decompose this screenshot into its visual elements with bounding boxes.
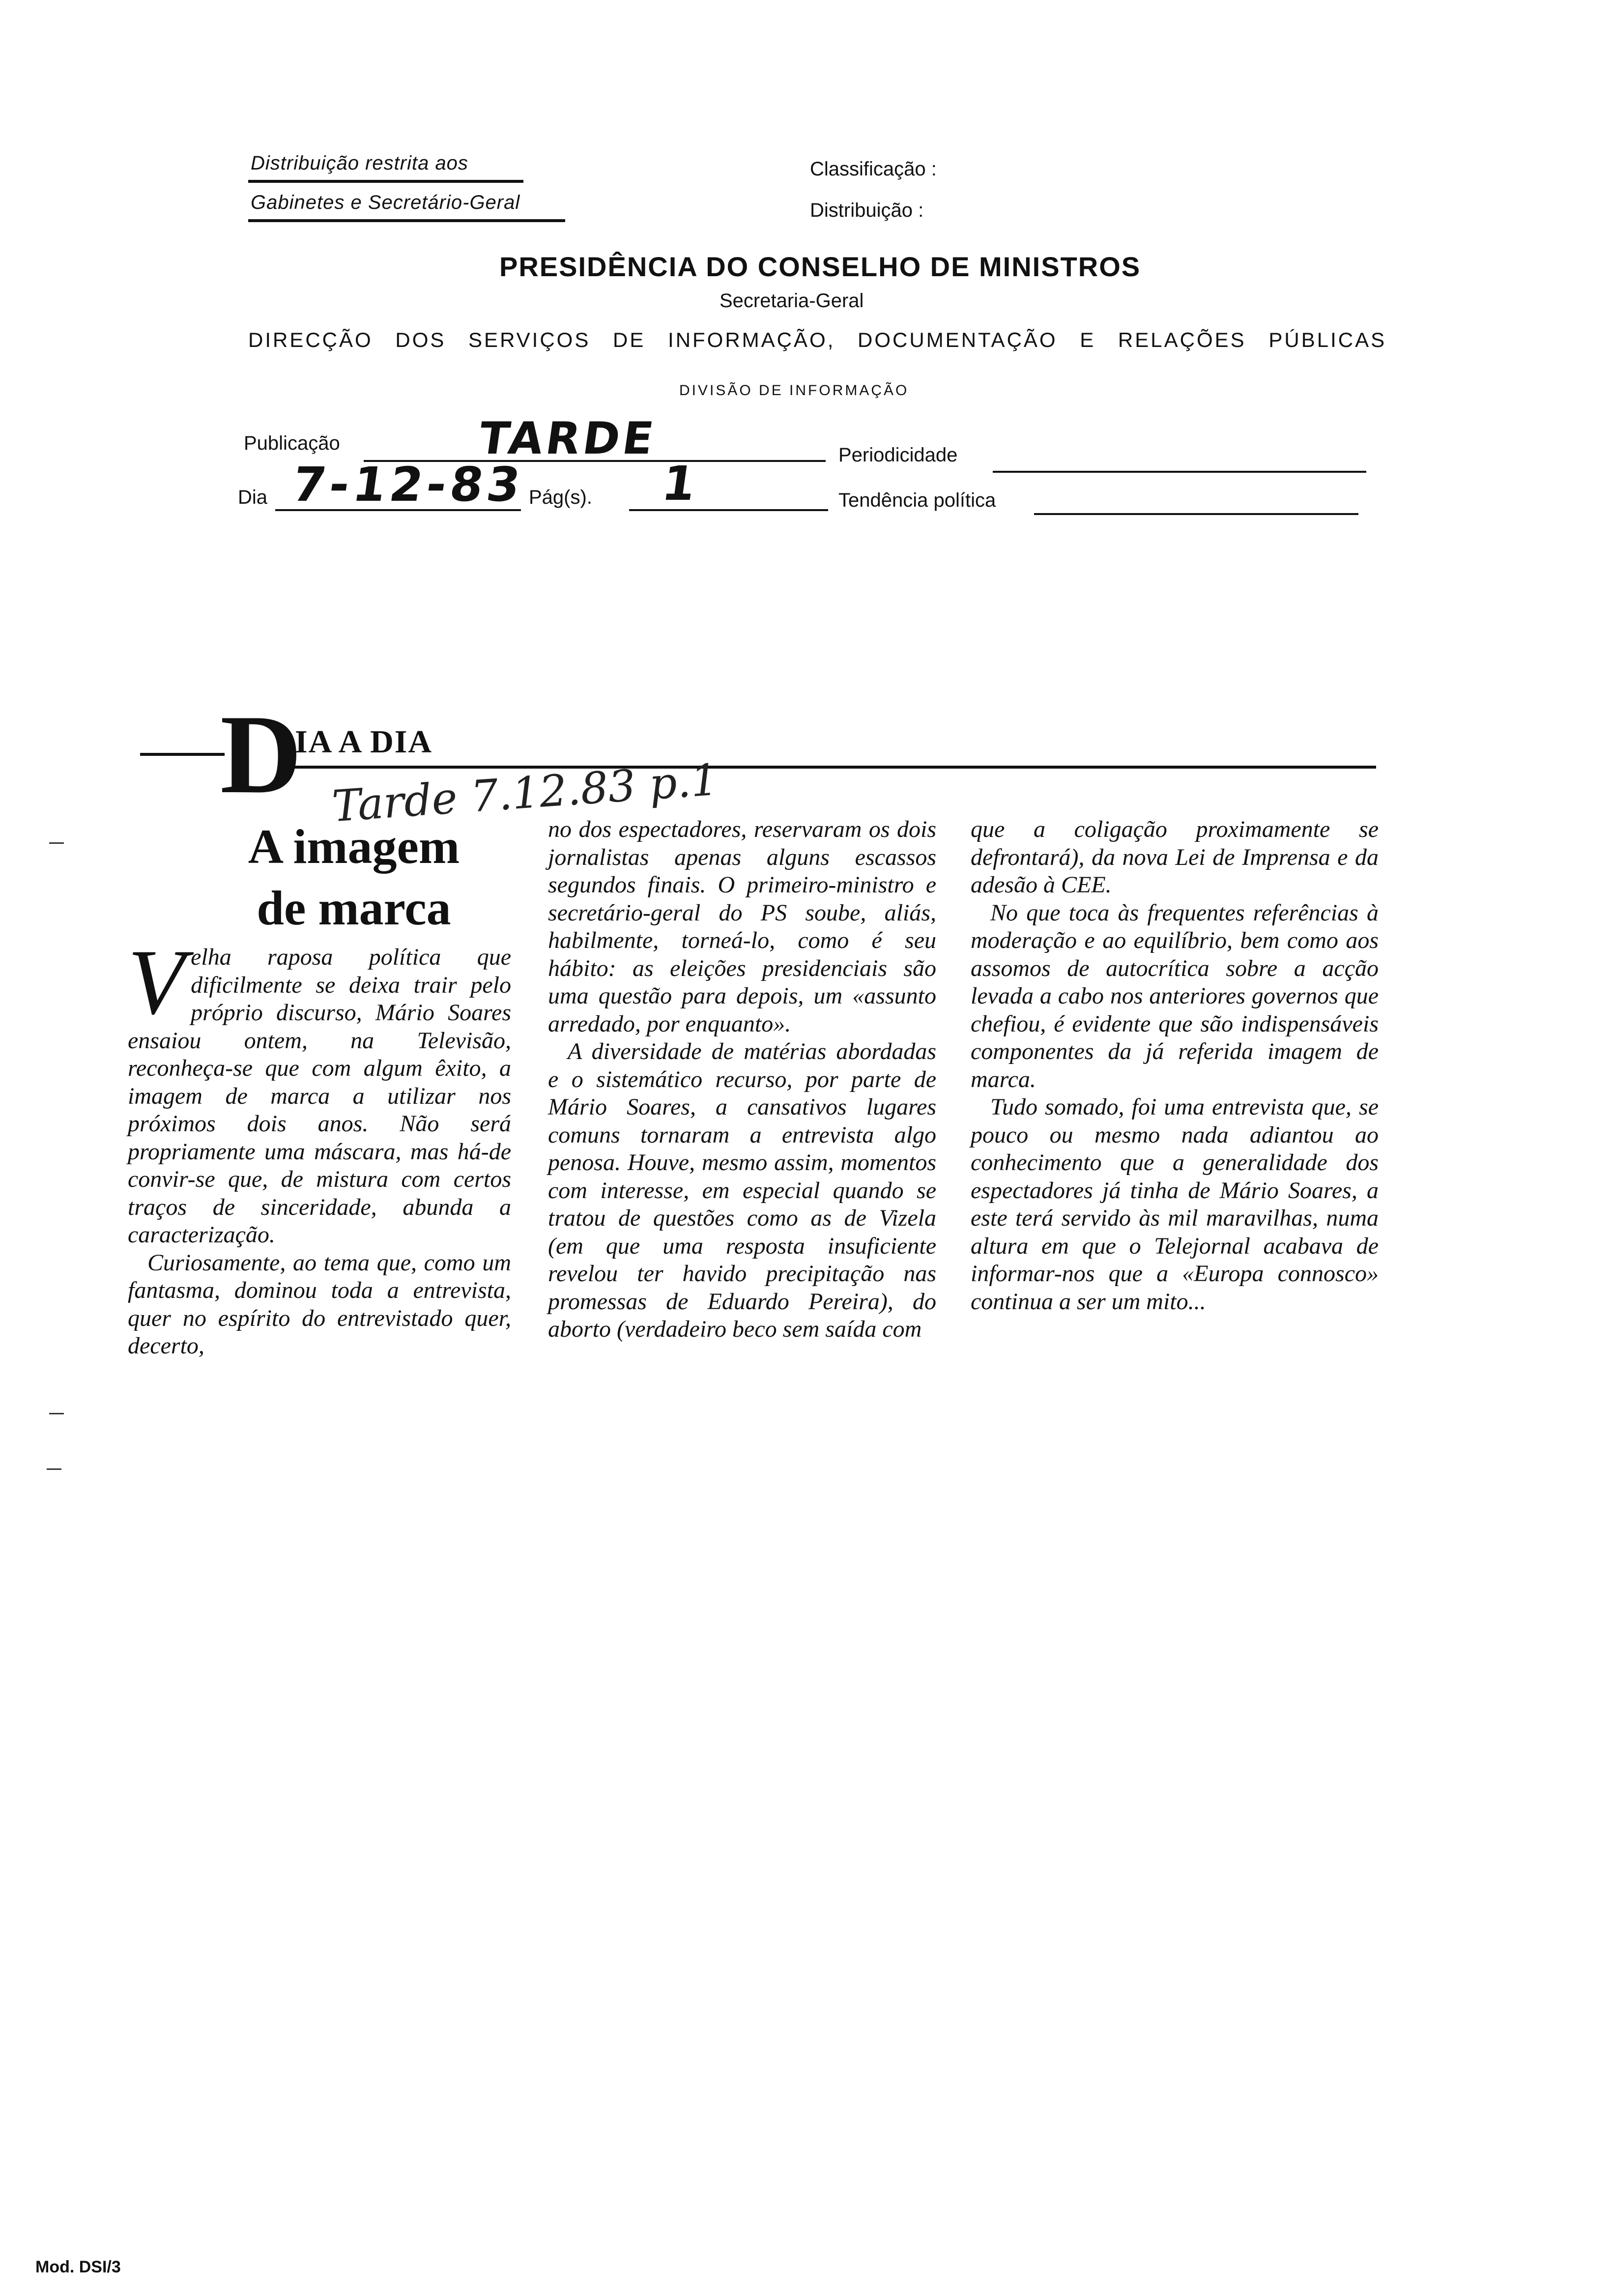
margin-mark — [49, 1413, 64, 1414]
margin-mark — [47, 1468, 61, 1470]
distribution-underline-1 — [248, 180, 523, 183]
column-2-paragraph-1: no dos espectadores, reservaram os dois jornalistas apenas alguns escassos segundos finais. O primeiro-ministro e secretário-geral do PS soube, aliás, habilmente, torneá-lo, como é seu hábito: as eleições presidenciais são uma questão para depois, um «assunto arredado, por enquanto». — [548, 816, 936, 1037]
periodicidade-field-line — [993, 471, 1366, 473]
model-code: Mod. DSI/3 — [35, 2258, 121, 2276]
margin-mark — [49, 842, 64, 844]
tendencia-field-line — [1034, 513, 1358, 515]
divisao-line: DIVISÃO DE INFORMAÇÃO — [679, 382, 909, 399]
section-rule-left — [140, 753, 225, 756]
distribution-line-2: Gabinetes e Secretário-Geral — [251, 192, 520, 213]
distribution-underline-2 — [248, 219, 565, 222]
headline-line-2: de marca — [257, 881, 451, 935]
column-2-paragraph-2: A diversidade de matérias abordadas e o sistemático recurso, por parte de Mário Soares, a cansativos lugares comuns tornaram a entrevista algo penosa. Houve, mesmo assim, momentos com interesse, em especial quando se tratou de questões como as de Vizela (em que uma resposta insuficiente revelou ter havido precipitação nas promessas de Eduardo Pereira), do aborto (verdadeiro beco sem saída com — [548, 1038, 936, 1342]
column-3-paragraph-1: que a coligação proximamente se defrontará), da nova Lei de Imprensa e da adesão à CEE. — [971, 816, 1379, 898]
secretaria-geral: Secretaria-Geral — [720, 290, 864, 312]
column-1-paragraph-2: Curiosamente, ao tema que, como um fantasma, dominou toda a entrevista, quer no espírito do entrevistado quer, decerto, — [128, 1249, 511, 1359]
article-column-3 — [971, 816, 1379, 1316]
distribuicao-label: Distribuição : — [810, 200, 924, 221]
column-1-paragraph-1 — [128, 931, 511, 1249]
pags-label: Pág(s). — [529, 487, 592, 508]
dia-label: Dia — [238, 487, 268, 508]
distribution-line-1: Distribuição restrita aos — [251, 152, 468, 174]
handwritten-note: Tarde 7.12.83 p.1 — [330, 754, 720, 832]
article-column-2 — [548, 816, 936, 1344]
article-column-1 — [128, 931, 511, 1360]
dia-value: 7-12-83 — [289, 457, 528, 512]
section-title: IA A DIA — [295, 724, 433, 760]
column-3-paragraph-3: Tudo somado, foi uma entrevista que, se pouco ou mesmo nada adiantou ao conhecimento que a generalidade dos espectadores já tinha de Mário Soares, a este terá servido às mil maravilhas, numa altura em que o Telejornal acabava de informar-nos que a «Europa connosco» continua a ser um mito... — [971, 1094, 1379, 1315]
headline — [167, 816, 541, 939]
column-1-paragraph-1-text: elha raposa política que dificilmente se deixa trair pelo próprio discurso, Mário Soares ensaiou ontem, na Televisão, reconheça-se que com algum êxito, a imagem de marca a utilizar nos próximos dois anos. Não será propriamente uma máscara, mas há-de convir-se que, de mistura com certos traços de sinceridade, abunda a caracterização. — [128, 944, 511, 1248]
periodicidade-label: Periodicidade — [838, 444, 958, 466]
section-rule-right — [293, 766, 1376, 769]
drop-cap-v: V — [128, 931, 185, 1034]
pags-value: 1 — [659, 456, 699, 511]
classificacao-label: Classificação : — [810, 158, 937, 180]
headline-line-1: A imagem — [248, 819, 460, 874]
tendencia-label: Tendência política — [838, 489, 996, 511]
publicacao-value: TARDE — [475, 413, 660, 464]
publicacao-label: Publicação — [244, 432, 340, 454]
column-3-paragraph-2: No que toca às frequentes referências à moderação e ao equilíbrio, bem como aos assomos de autocrítica sobre a acção levada a cabo nos anteriores governos que chefiou, é evidente que são indispensáveis componentes da já referida imagem de marca. — [971, 899, 1379, 1092]
organization-title: PRESIDÊNCIA DO CONSELHO DE MINISTROS — [499, 251, 1141, 282]
section-drop-letter: D — [220, 691, 302, 817]
direccao-line: DIRECÇÃO DOS SERVIÇOS DE INFORMAÇÃO, DOCUMENTAÇÃO E RELAÇÕES PÚBLICAS — [248, 328, 1387, 351]
